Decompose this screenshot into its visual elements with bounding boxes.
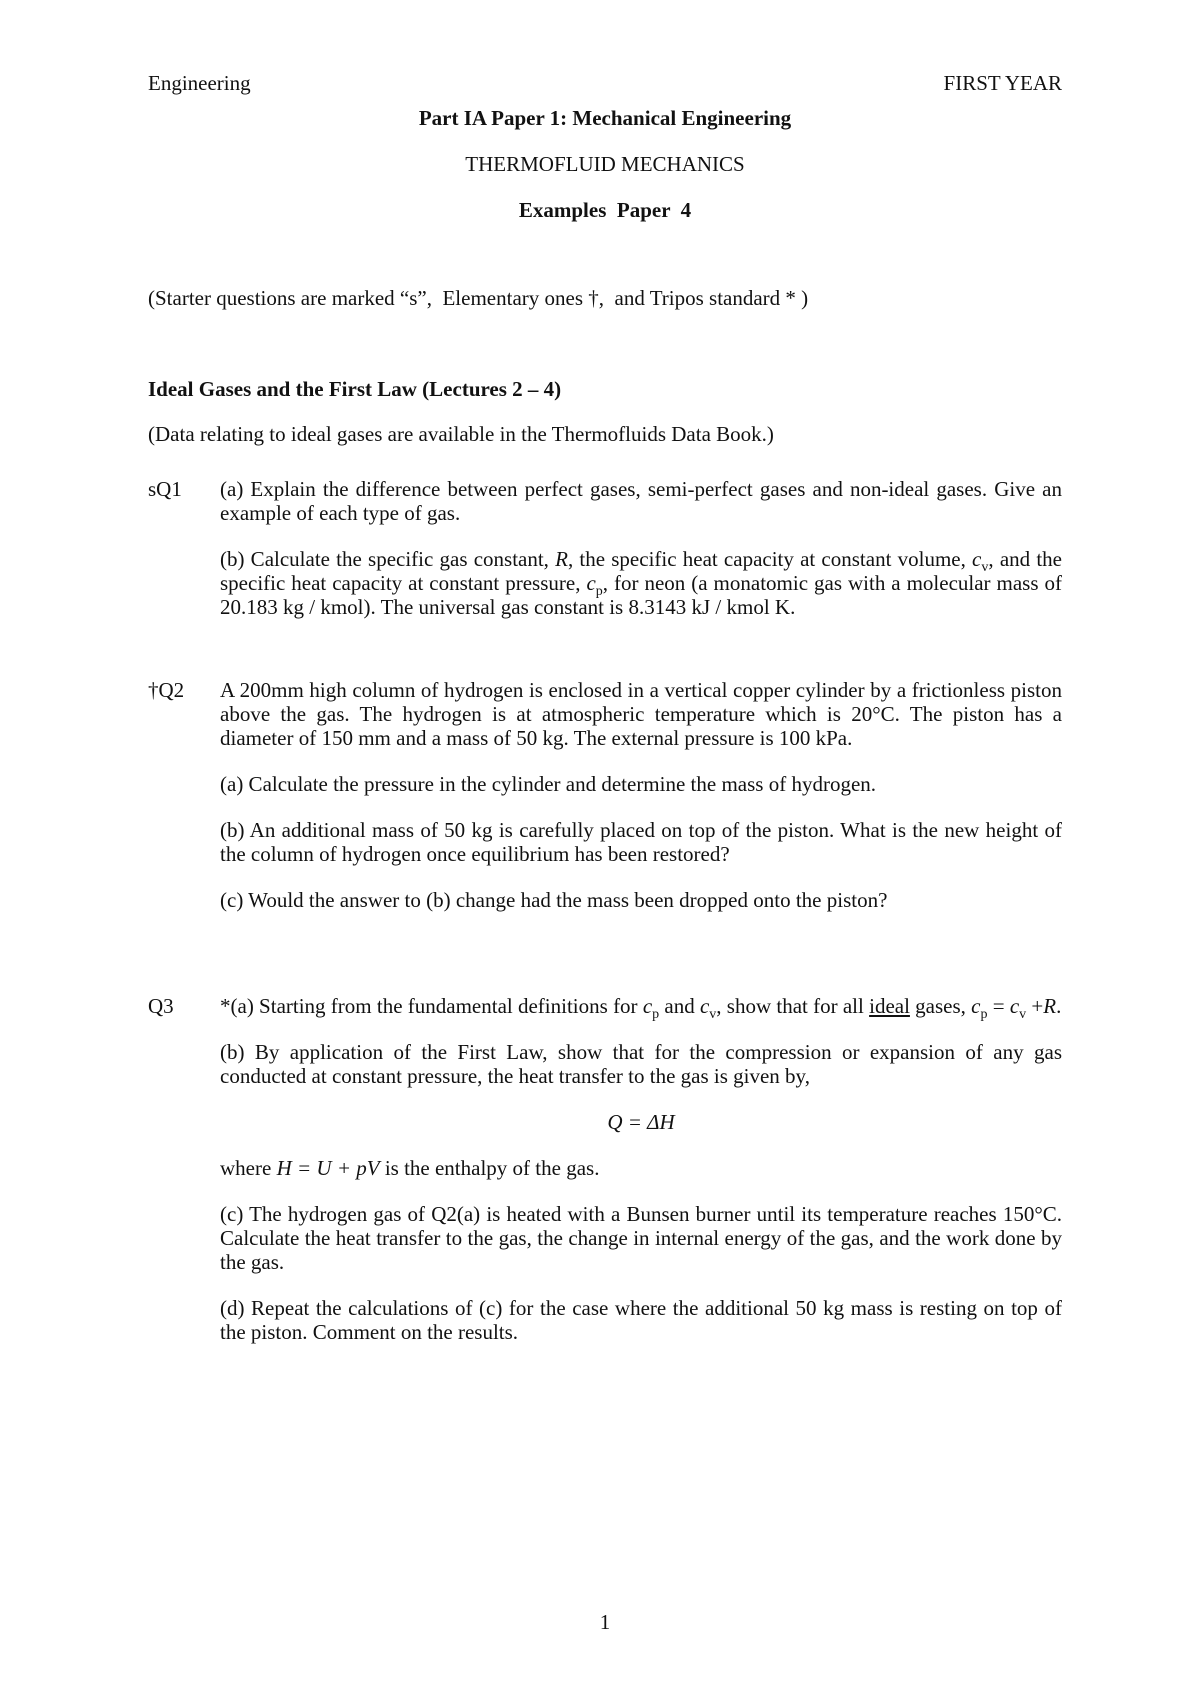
question-2-part-a: (a) Calculate the pressure in the cylinder and determine the mass of hydrogen. bbox=[220, 772, 877, 796]
question-1-body bbox=[220, 477, 1062, 619]
question-3-body bbox=[220, 994, 1062, 1344]
page-number: 1 bbox=[599, 1610, 611, 1634]
question-3-equation: Q = ΔH bbox=[607, 1110, 675, 1134]
question-2-part-b: (b) An additional mass of 50 kg is carefully placed on top of the piston. What is the new height of the column of hydrogen once equilibrium has been restored? bbox=[220, 818, 1062, 866]
question-2-body bbox=[220, 678, 1062, 912]
subject-title: THERMOFLUID MECHANICS bbox=[465, 152, 745, 176]
document-page bbox=[148, 0, 1062, 1698]
header-department: Engineering bbox=[148, 71, 251, 95]
question-3-part-d: (d) Repeat the calculations of (c) for the case where the additional 50 kg mass is resting on top of the piston. Comment on the results. bbox=[220, 1296, 1062, 1344]
question-1-part-a: (a) Explain the difference between perfect gases, semi-perfect gases and non-ideal gases. Give an example of each type of gas. bbox=[220, 477, 1062, 525]
section-note: (Data relating to ideal gases are available in the Thermofluids Data Book.) bbox=[148, 422, 774, 446]
question-1-label: sQ1 bbox=[148, 477, 182, 501]
question-3-label: Q3 bbox=[148, 994, 174, 1018]
question-key-note: (Starter questions are marked “s”, Elementary ones †, and Tripos standard * ) bbox=[148, 286, 809, 310]
question-3-part-a: *(a) Starting from the fundamental definitions for $c_p$ and $c_v$, show that for all ideal gases, $c_p = c_v +R$. bbox=[220, 994, 1062, 1023]
header-year: FIRST YEAR bbox=[943, 71, 1062, 95]
paper-title: Part IA Paper 1: Mechanical Engineering bbox=[418, 106, 792, 130]
question-2-intro: A 200mm high column of hydrogen is enclosed in a vertical copper cylinder by a frictionless piston above the gas. The hydrogen is at atmospheric temperature which is 20°C. The piston has a diameter of 150 mm and a mass of 50 kg. The external pressure is 100 kPa. bbox=[220, 678, 1062, 750]
question-2-label: †Q2 bbox=[148, 678, 185, 702]
examples-title: Examples Paper 4 bbox=[518, 198, 692, 222]
page-header bbox=[148, 71, 1062, 95]
question-3-part-c: (c) The hydrogen gas of Q2(a) is heated with a Bunsen burner until its temperature reaches 150°C. Calculate the heat transfer to the gas, the change in internal energy of the gas, and the work done by the gas. bbox=[220, 1202, 1062, 1274]
question-3-part-b: (b) By application of the First Law, show that for the compression or expansion of any gas conducted at constant pressure, the heat transfer to the gas is given by, bbox=[220, 1040, 1062, 1088]
question-3-enthalpy-definition: where H = U + pV is the enthalpy of the gas. bbox=[220, 1156, 600, 1180]
question-1-part-b: (b) Calculate the specific gas constant, R, the specific heat capacity at constant volume, $c_v$, and the specific heat capacity at constant pressure, $c_p$, for neon (a monatomic gas with a molecular mass of 20.183 kg / kmol). The universal gas constant is 8.3143 kJ / kmol K. bbox=[220, 547, 1062, 619]
section-heading: Ideal Gases and the First Law (Lectures 2 – 4) bbox=[148, 377, 562, 401]
question-2-part-c: (c) Would the answer to (b) change had the mass been dropped onto the piston? bbox=[220, 888, 888, 912]
